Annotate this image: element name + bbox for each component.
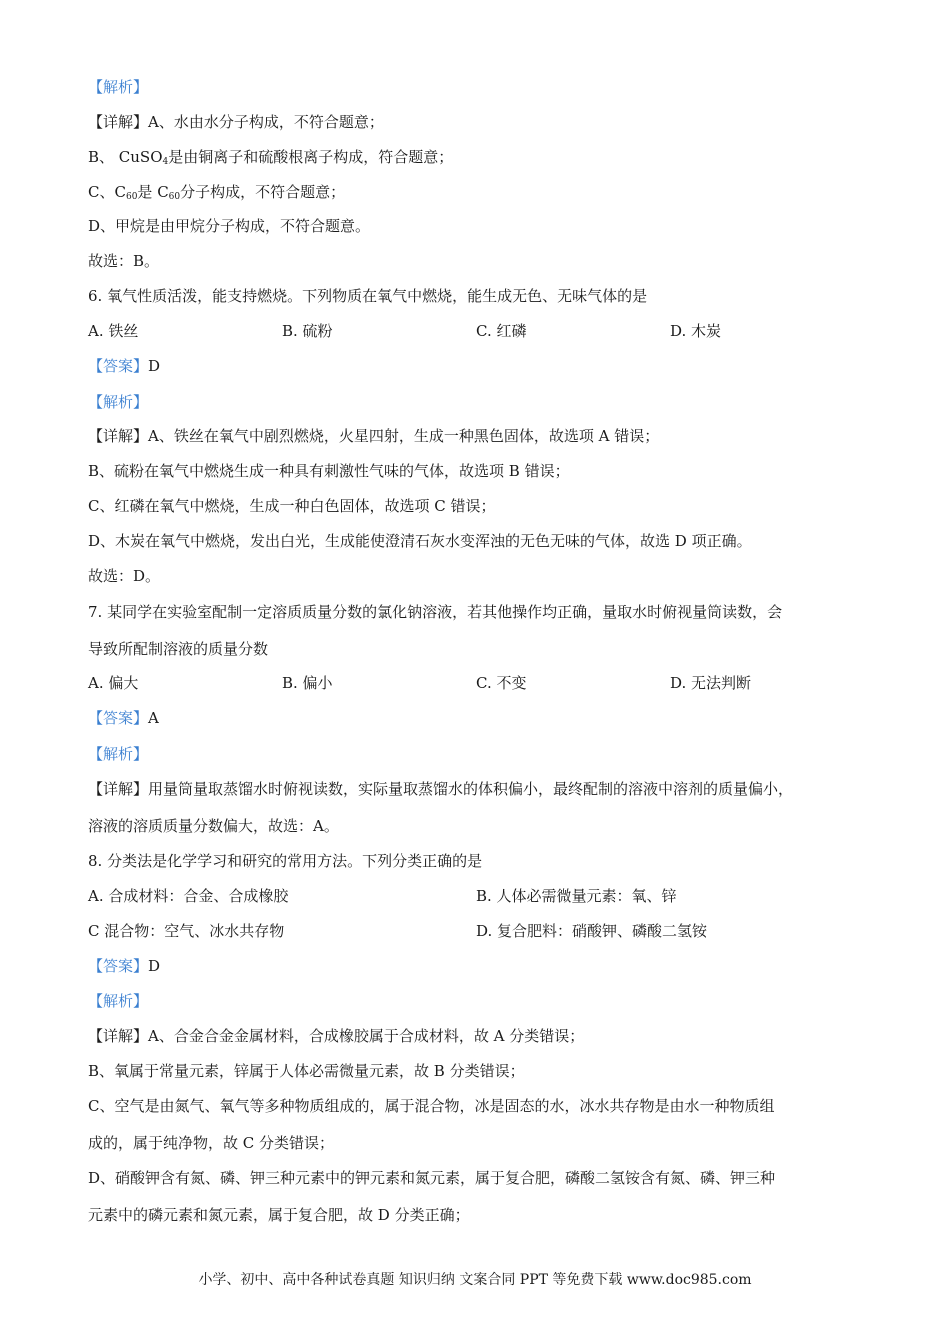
q8-detail-c-line2: 成的，属于纯净物，故 C 分类错误； xyxy=(88,1134,335,1152)
q6-detail-c: C、红磷在氧气中燃烧，生成一种白色固体，故选项 C 错误； xyxy=(88,497,496,515)
q6-conclusion: 故选：D。 xyxy=(88,567,161,585)
q8-option-d: D. 复合肥料：硝酸钾、磷酸二氢铵 xyxy=(476,922,708,940)
q8-option-a: A. 合成材料：合金、合成橡胶 xyxy=(88,887,289,905)
q7-stem-line1: 7. 某同学在实验室配制一定溶质质量分数的氯化钠溶液，若其他操作均正确，量取水时俯视量筒读数，会 xyxy=(88,603,783,621)
analysis-tag: 【解析】 xyxy=(88,78,149,96)
q8-detail-c-line1: C、空气是由氮气、氧气等多种物质组成的，属于混合物，冰是固态的水，冰水共存物是由水一种物质组 xyxy=(88,1097,775,1115)
q7-stem-line2: 导致所配制溶液的质量分数 xyxy=(88,640,269,658)
q7-detail-line1: 【详解】用量筒量取蒸馏水时俯视读数，实际量取蒸馏水的体积偏小，最终配制的溶液中溶剂的质量偏小， xyxy=(88,780,794,798)
q6-stem: 6. 氧气性质活泼，能支持燃烧。下列物质在氧气中燃烧，能生成无色、无味气体的是 xyxy=(88,287,648,305)
q6-option-b: B. 硫粉 xyxy=(282,322,333,340)
q8-option-b: B. 人体必需微量元素：氧、锌 xyxy=(476,887,677,905)
q5-detail-b: B、 CuSO$_4$是由铜离子和硫酸根离子构成，符合题意； xyxy=(88,148,454,167)
q7-option-c: C. 不变 xyxy=(476,674,527,692)
q8-detail-d-line2: 元素中的磷元素和氮元素，属于复合肥，故 D 分类正确； xyxy=(88,1206,470,1224)
q8-option-c: C 混合物：空气、冰水共存物 xyxy=(88,922,285,940)
q6-option-c: C. 红磷 xyxy=(476,322,527,340)
q5-detail-c: C、$C_{60}$是 $C_{60}$分子构成，不符合题意； xyxy=(88,183,346,202)
q8-analysis-tag: 【解析】 xyxy=(88,992,149,1010)
q7-option-b: B. 偏小 xyxy=(282,674,333,692)
q8-stem: 8. 分类法是化学学习和研究的常用方法。下列分类正确的是 xyxy=(88,852,483,870)
q6-option-d: D. 木炭 xyxy=(670,322,722,340)
q7-answer: 【答案】A xyxy=(88,709,159,727)
q5-conclusion: 故选：B。 xyxy=(88,252,160,270)
q8-answer: 【答案】D xyxy=(88,957,161,975)
q6-detail-a: 【详解】A、铁丝在氧气中剧烈燃烧，火星四射，生成一种黑色固体，故选项 A 错误； xyxy=(88,427,660,445)
q8-detail-b: B、氧属于常量元素，锌属于人体必需微量元素，故 B 分类错误； xyxy=(88,1062,525,1080)
q7-option-d: D. 无法判断 xyxy=(670,674,752,692)
q6-detail-b: B、硫粉在氧气中燃烧生成一种具有刺激性气味的气体，故选项 B 错误； xyxy=(88,462,570,480)
q8-detail-a: 【详解】A、合金合金金属材料，合成橡胶属于合成材料，故 A 分类错误； xyxy=(88,1027,585,1045)
q6-answer: 【答案】D xyxy=(88,357,161,375)
page-footer: 小学、初中、高中各种试卷真题 知识归纳 文案合同 PPT 等免费下载 www.doc985.com xyxy=(198,1272,752,1288)
q5-detail-d: D、甲烷是由甲烷分子构成，不符合题意。 xyxy=(88,217,371,235)
q7-detail-line2: 溶液的溶质质量分数偏大，故选：A。 xyxy=(88,817,339,835)
q8-detail-d-line1: D、硝酸钾含有氮、磷、钾三种元素中的钾元素和氮元素，属于复合肥，磷酸二氢铵含有氮、磷、钾三种 xyxy=(88,1169,776,1187)
q7-option-a: A. 偏大 xyxy=(88,674,139,692)
q7-analysis-tag: 【解析】 xyxy=(88,745,149,763)
q5-detail-a: 【详解】A、水由水分子构成，不符合题意； xyxy=(88,113,384,131)
q6-option-a: A. 铁丝 xyxy=(88,322,139,340)
q6-detail-d: D、木炭在氧气中燃烧，发出白光，生成能使澄清石灰水变浑浊的无色无味的气体，故选 D 项正确。 xyxy=(88,532,752,550)
q6-analysis-tag: 【解析】 xyxy=(88,393,149,411)
